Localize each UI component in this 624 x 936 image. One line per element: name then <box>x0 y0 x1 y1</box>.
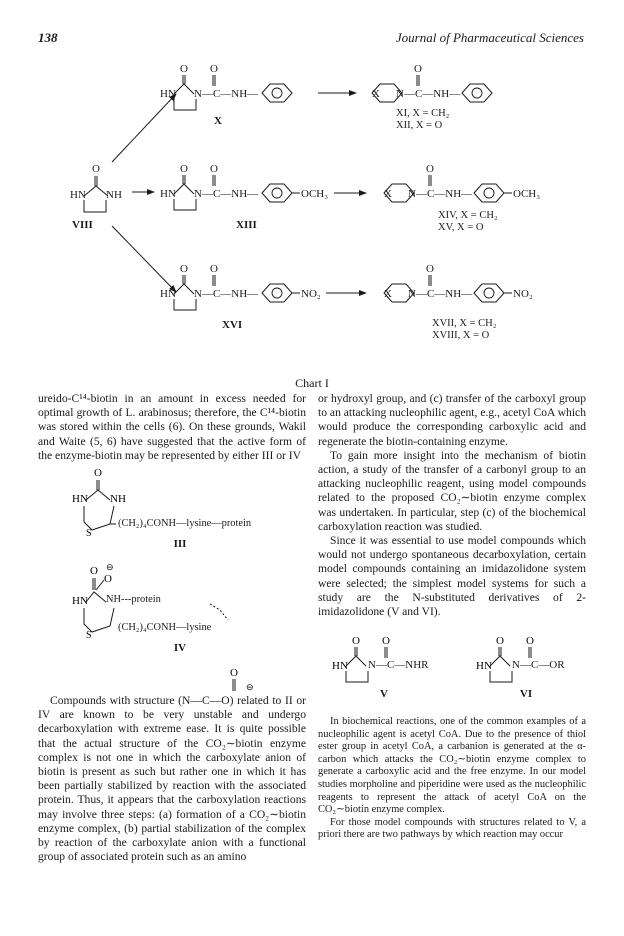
right-paragraph-4: In biochemical reactions, one of the common examples of a nucleophilic agent is acetyl CoA. Due to the presence of thiol ester group in acetyl CoA, a carbanion is generated at the α-carbon which attacks the CO₂∼biotin enzyme complex to generate a carboxylic acid and the free enzyme. In our model studies morpholine and piperidine were used as the nucleophilic reagents to represent the attack of acetyl CoA on the CO₂∼biotin enzyme complex. <box>318 716 586 816</box>
label-xv: XV, X = O <box>438 222 484 233</box>
svg-text:O: O <box>92 163 100 175</box>
svg-text:HN: HN <box>72 493 88 505</box>
compound-x-structure <box>160 63 292 110</box>
compound-xvi-structure <box>160 263 300 310</box>
svg-text:X: X <box>384 288 392 300</box>
svg-text:O: O <box>210 163 218 175</box>
substituent-no2-xvi: NO₂ <box>301 288 321 300</box>
left-paragraph-2: Compounds with structure (N—C—O) related to II or IV are known to be very unstable and undergo decarboxylation with extreme ease. It is quite possible that the actual structure of the CO₂∼biotin enzyme complex is not one in which the carboxylate anion of biotin is present as such but rather one in which it has been partially stabilized by reaction with the associated protein. Thus, it appears that the carboxylation reactions may involve three steps: (a) formation of a CO₂∼biotin enzyme complex, (b) partial stabilization of the complex by reaction of the carboxylate anion with a functional group of associated protein such as an amino <box>38 694 306 864</box>
svg-text:S: S <box>86 528 92 539</box>
svg-text:NH: NH <box>110 493 126 505</box>
right-paragraph-1: or hydroxyl group, and (c) transfer of the carboxyl group to an attacking nucleophilic agent, e.g., acetyl CoA which would produce the corresponding carboxylic acid and regenerate the biotin-containing enzyme. <box>318 392 586 448</box>
structure-iv <box>60 560 290 650</box>
svg-text:O: O <box>230 667 238 679</box>
svg-text:N—C—NH—: N—C—NH— <box>194 88 259 100</box>
svg-text:O: O <box>180 63 188 75</box>
left-paragraph-1: ureido-C¹⁴-biotin in an amount in excess needed for optimal growth of L. arabinosus; therefore, the C¹⁴-biotin was stored within the cells (6). On these grounds, Wakil and Waite (5, 6) have suggested that the active form of the enzyme-biotin may be represented by either III or IV <box>38 392 306 462</box>
label-xi: XI, X = CH₂ <box>396 108 450 119</box>
reaction-scheme-chart-i <box>0 0 624 400</box>
compound-xvii-xviii-structure <box>384 263 512 302</box>
page-number: 138 <box>38 30 58 45</box>
label-xiv: XIV, X = CH₂ <box>438 210 498 221</box>
label-viii: VIII <box>72 219 93 231</box>
right-paragraph-2: To gain more insight into the mechanism of biotin action, a study of the transfer of a carbonyl group to an attacking nucleophilic reagent, using model compounds related to the proposed CO₂∼biotin enzyme complex was undertaken. In particular, step (c) of the biochemical carboxylation reaction was studied. <box>318 448 586 533</box>
compound-xi-xii-structure <box>372 63 492 102</box>
substituent-no2-xvii: NO₂ <box>513 288 533 300</box>
svg-text:⊖: ⊖ <box>246 682 254 692</box>
svg-text:O: O <box>426 163 434 175</box>
label-xvii: XVII, X = CH₂ <box>432 318 497 329</box>
journal-title: Journal of Pharmaceutical Sciences <box>395 30 584 45</box>
svg-text:O: O <box>210 63 218 75</box>
structure-iv-protein: NH---protein <box>106 594 161 605</box>
svg-text:O: O <box>352 635 360 647</box>
structure-iii-label: III <box>173 538 187 550</box>
substituent-och3-xiii: OCH₃ <box>301 188 329 200</box>
svg-text:HN: HN <box>72 595 88 607</box>
compound-xiii-structure <box>160 163 300 210</box>
right-paragraph-3: Since it was essential to use model compounds which would not undergo spontaneous decarboxylation, certain model compounds containing an imidazolidone system were selected; the simplest model systems for such a study are the N-substituted derivatives of 2-imidazolidone (V and VI). <box>318 534 586 619</box>
svg-text:⊖: ⊖ <box>106 562 114 572</box>
svg-text:N—C—NH—: N—C—NH— <box>408 188 473 200</box>
svg-text:N—C—NH—: N—C—NH— <box>408 288 473 300</box>
formula-carbonyl-fragment <box>212 664 272 694</box>
svg-text:O: O <box>104 573 112 585</box>
svg-text:O: O <box>94 467 102 479</box>
svg-text:HN: HN <box>70 189 86 201</box>
svg-text:HN: HN <box>476 660 492 672</box>
svg-text:N—C—NH—: N—C—NH— <box>194 288 259 300</box>
svg-text:HN: HN <box>160 288 176 300</box>
structure-v-label: V <box>380 688 388 700</box>
structure-vi-label: VI <box>519 688 533 700</box>
svg-text:N—C—NH—: N—C—NH— <box>396 88 461 100</box>
svg-text:O: O <box>90 565 98 577</box>
substituent-och3-xiv: OCH₃ <box>513 188 541 200</box>
label-x: X <box>214 115 222 127</box>
svg-text:X: X <box>372 88 380 100</box>
svg-text:HN: HN <box>160 88 176 100</box>
scheme-caption: Chart I <box>295 376 329 390</box>
svg-text:O: O <box>180 163 188 175</box>
right-column-top <box>318 392 586 619</box>
compound-xiv-xv-structure <box>384 163 512 202</box>
structure-v-group: N—C—NHR <box>368 659 429 671</box>
left-column-bottom <box>38 694 306 864</box>
svg-text:NH: NH <box>106 189 122 201</box>
structure-iii-side-chain: (CH₂)₄CONH—lysine—protein <box>118 518 252 529</box>
svg-text:O: O <box>180 263 188 275</box>
svg-text:S: S <box>86 630 92 641</box>
svg-text:O: O <box>382 635 390 647</box>
left-column-top <box>38 392 306 463</box>
label-xii: XII, X = O <box>396 120 443 131</box>
svg-text:O: O <box>426 263 434 275</box>
arrow-to-xvi <box>112 226 176 292</box>
svg-text:HN: HN <box>160 188 176 200</box>
svg-text:O: O <box>526 635 534 647</box>
arrow-to-x <box>112 94 176 162</box>
label-xiii: XIII <box>236 219 257 231</box>
svg-text:O: O <box>210 263 218 275</box>
label-xviii: XVIII, X = O <box>432 330 490 341</box>
structure-iv-label: IV <box>173 642 187 654</box>
structure-iv-side-chain: (CH₂)₄CONH—lysine <box>118 622 212 633</box>
structure-vi-group: N—C—OR <box>512 659 565 671</box>
compound-viii-structure <box>70 163 122 212</box>
label-xvi: XVI <box>222 319 243 331</box>
svg-text:HN: HN <box>332 660 348 672</box>
right-paragraph-5: For those model compounds with structures related to V, a priori there are two pathways by which reaction may occur <box>318 816 586 841</box>
svg-text:N—C—NH—: N—C—NH— <box>194 188 259 200</box>
right-column-bottom <box>318 716 586 842</box>
svg-text:O: O <box>414 63 422 75</box>
svg-text:X: X <box>384 188 392 200</box>
svg-text:O: O <box>496 635 504 647</box>
